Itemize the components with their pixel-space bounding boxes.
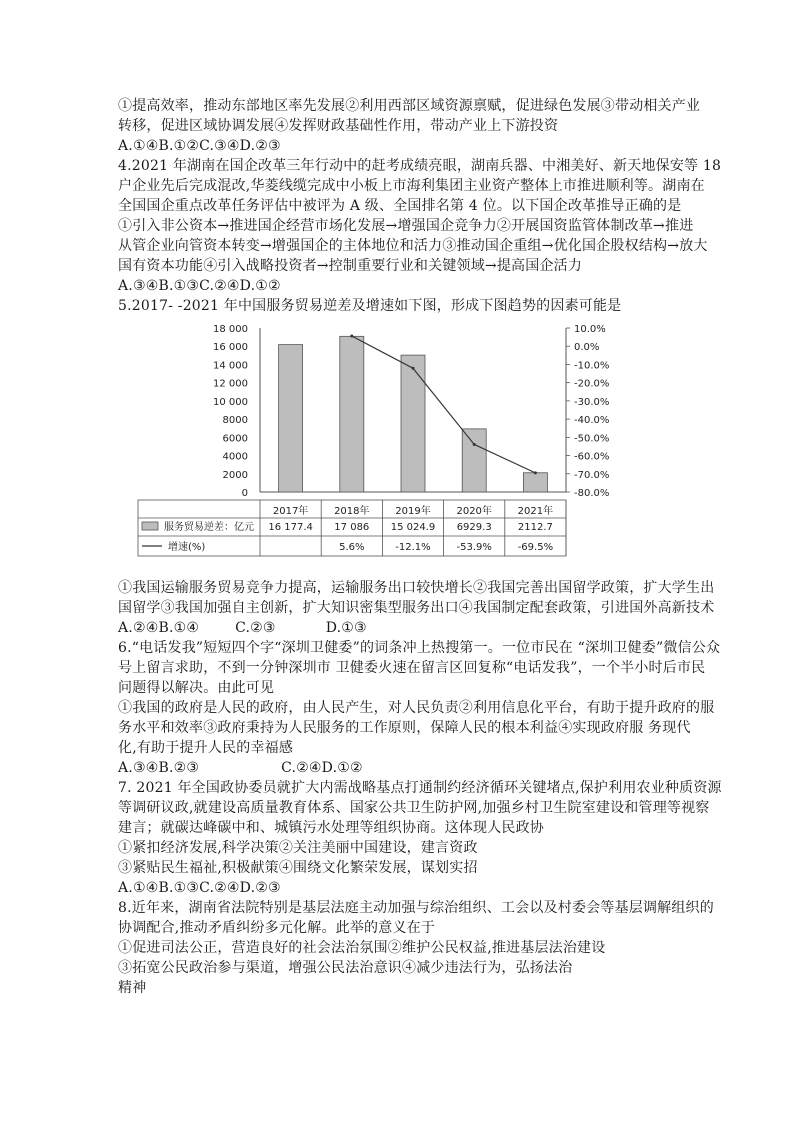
bar-value-label: 17 086 — [334, 522, 370, 533]
q5-answer-d: D.①③ — [325, 620, 367, 636]
q6-answers — [118, 758, 702, 778]
growth-point-4 — [534, 471, 537, 474]
bar-4 — [462, 429, 486, 492]
q5-options-line2: 国留学③我国加强自主创新，扩大知识密集型服务出口④我国制定配套政策，引进国外高新技术 — [118, 600, 715, 616]
legend-line-label: 增速(%) — [168, 542, 206, 553]
left-axis-tick-label: 16 000 — [213, 342, 248, 354]
chart-svg — [118, 316, 702, 578]
q5-answers — [118, 618, 702, 638]
growth-line — [352, 336, 536, 473]
bar-5 — [523, 473, 547, 492]
q6-options-line1: ①我国的政府是人民的政府，由人民产生，对人民负责②利用信息化平台，有助于提升政府的服 — [118, 700, 715, 716]
left-axis-tick-label: 14 000 — [213, 360, 248, 372]
bar-value-label: 15 024.9 — [390, 522, 436, 533]
right-axis-tick-label: -20.0% — [574, 378, 610, 390]
right-axis-tick-label: 0.0% — [574, 342, 600, 354]
right-axis-tick-label: -30.0% — [574, 396, 610, 408]
bar-value-label: 2112.7 — [517, 522, 553, 533]
x-category-label: 2018年 — [334, 506, 370, 517]
x-category-label: 2017年 — [272, 506, 309, 517]
left-axis-tick-label: 8000 — [222, 415, 248, 427]
left-axis-tick-label: 2000 — [222, 469, 248, 481]
q7-options-line1: ①紧扣经济发展,科学决策②关注美丽中国建设，建言资政 — [118, 840, 478, 856]
x-category-label: 2019年 — [395, 506, 431, 517]
right-axis-tick-label: -80.0% — [574, 488, 610, 499]
left-axis-tick-label: 12 000 — [213, 378, 248, 390]
bar-3 — [401, 355, 425, 492]
growth-value-label: -53.9% — [456, 542, 492, 553]
left-axis-tick-label: 6000 — [222, 433, 248, 445]
left-axis-tick-label: 10 000 — [213, 396, 248, 408]
q4-answers: A.③④B.①③C.②④D.①② — [118, 278, 281, 294]
legend-bar-swatch — [142, 522, 158, 530]
growth-point-2 — [412, 367, 415, 370]
right-axis-tick-label: -40.0% — [574, 415, 610, 427]
q4-options-line3: 国有资本功能④引入战略投资者→控制重要行业和关键领域→提高国企活力 — [118, 258, 583, 274]
q8-stem-line1: 8.近年来，湖南省法院特别是基层法庭主动加强与综治组织、工会以及村委会等基层调解组织的 — [118, 900, 714, 916]
right-axis-tick-label: -60.0% — [574, 451, 610, 463]
left-axis-tick-label: 18 000 — [213, 324, 248, 335]
q4-stem-line1: 4.2021 年湖南在国企改革三年行动中的赶考成绩亮眼，湖南兵器、中湘美好、新天地保安等 18 — [118, 158, 722, 174]
right-axis-tick-label: -10.0% — [574, 360, 610, 372]
growth-value-label: -12.1% — [395, 542, 431, 553]
q5-options-line1: ①我国运输服务贸易竞争力提高，运输服务出口较快增长②我国完善出国留学政策，扩大学生出 — [118, 580, 715, 596]
growth-point-3 — [473, 443, 476, 446]
right-axis-tick-label: -50.0% — [574, 433, 610, 445]
growth-value-label: -69.5% — [517, 542, 554, 553]
q5-stem: 5.2017- -2021 年中国服务贸易逆差及增速如下图，形成下图趋势的因素可能是 — [118, 298, 622, 314]
bar-2 — [340, 336, 364, 492]
q3-answers: A.①④B.①②C.③④D.②③ — [118, 138, 281, 154]
bar-value-label: 6929.3 — [456, 522, 492, 533]
q7-stem-line1: 7. 2021 年全国政协委员就扩大内需战略基点打通制约经济循环关键堵点,保护利用农业种质资源 — [118, 780, 722, 796]
legend-bar-label: 服务贸易逆差：亿元 — [164, 522, 254, 533]
q7-stem-line2: 等调研议政,就建设高质量教育体系、国家公共卫生防护网,加强乡村卫生院室建设和管理等视察 — [118, 800, 710, 816]
q8-options-line1: ①促进司法公正，营造良好的社会法治氛围②维护公民权益,推进基层法治建设 — [118, 940, 606, 956]
q6-options-line3: 化,有助于提升人民的幸福感 — [118, 740, 294, 756]
q4-stem-line2: 户企业先后完成混改,华菱线缆完成中小板上市海利集团主业资产整体上市推进顺利等。湖南在 — [118, 178, 705, 194]
q3-options-line1: ①提高效率，推动东部地区率先发展②利用西部区域资源禀赋，促进绿色发展③带动相关产业 — [118, 98, 701, 114]
q5-answer-c: C.②③ — [235, 620, 276, 636]
q6-stem-line2: 号上留言求助，不到一分钟深圳市 卫健委火速在留言区回复称“电话发我”，一个半小时后市民 — [118, 660, 706, 676]
bar-1 — [279, 345, 303, 492]
q6-stem-line3: 问题得以解决。由此可见 — [118, 680, 275, 696]
right-axis-tick-label: -70.0% — [574, 469, 610, 481]
q4-stem-line3: 全国国企重点改革任务评估中被评为 A 级、全国排名第 4 位。以下国企改革推导正确的是 — [118, 198, 682, 214]
trade-deficit-chart — [118, 316, 702, 578]
right-axis-tick-label: 10.0% — [574, 324, 606, 335]
q3-options-line2: 转移，促进区域协调发展④发挥财政基础性作用，带动产业上下游投资 — [118, 118, 559, 134]
bar-value-label: 16 177.4 — [268, 522, 313, 533]
left-axis-tick-label: 4000 — [222, 451, 248, 463]
q6-options-line2: 务水平和效率③政府秉持为人民服务的工作原则，保障人民的根本利益④实现政府服 务现代 — [118, 720, 691, 736]
q4-options-line2: 从管企业向管资本转变→增强国企的主体地位和活力③推动国企重组→优化国企股权结构→放大 — [118, 238, 708, 254]
growth-point-1 — [350, 335, 353, 338]
q5-answer-ab: A.②④B.①④ — [118, 620, 200, 636]
q7-stem-line3: 建言；就碳达峰碳中和、城镇污水处理等组织协商。这体现人民政协 — [118, 820, 544, 836]
x-category-label: 2020年 — [456, 506, 492, 517]
q8-options-line2: ③拓宽公民政治参与渠道，增强公民法治意识④减少违法行为，弘扬法治 — [118, 960, 573, 976]
q7-answers: A.①④B.①③C.②④D.②③ — [118, 880, 281, 896]
left-axis-tick-label: 0 — [241, 488, 248, 499]
q4-options-line1: ①引入非公资本→推进国企经营市场化发展→增强国企竞争力②开展国资监管体制改革→推进 — [118, 218, 694, 234]
q6-answer-cd: C.②④D.①② — [281, 760, 363, 776]
growth-value-label: 5.6% — [339, 542, 365, 553]
exam-page — [118, 96, 722, 998]
q8-options-line3: 精神 — [118, 980, 147, 996]
q8-stem-line2: 协调配合,推动矛盾纠纷多元化解。此举的意义在于 — [118, 920, 436, 936]
q6-stem-line1: 6.“电话发我”短短四个字“深圳卫健委”的词条冲上热搜第一。一位市民在 “深圳卫健委”微信公众 — [118, 640, 721, 656]
q7-options-line2: ③紧贴民生福祉,积极献策④围绕文化繁荣发展，谋划实招 — [118, 860, 478, 876]
q6-answer-ab: A.③④B.②③ — [118, 760, 200, 776]
x-category-label: 2021年 — [517, 506, 554, 517]
